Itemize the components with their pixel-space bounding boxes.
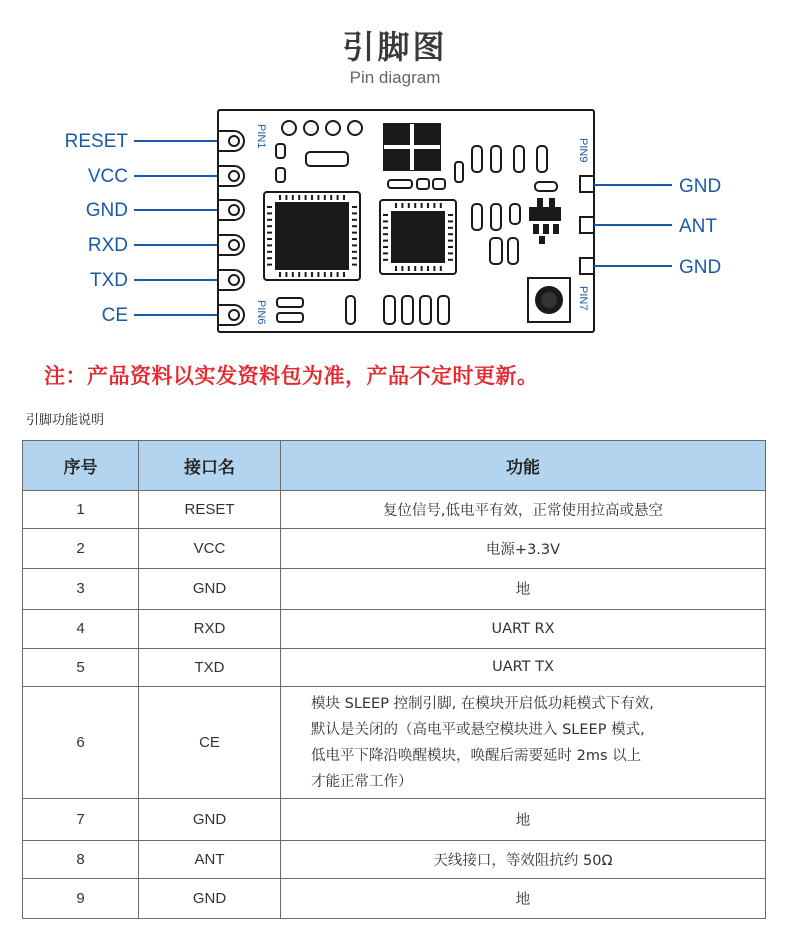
- pin-label-gnd-right-bottom: GND: [679, 257, 722, 278]
- cell-name: VCC: [139, 529, 281, 569]
- cell-no: 2: [23, 529, 139, 569]
- pin-function-table: [22, 440, 766, 919]
- table-row: [23, 609, 766, 648]
- cell-no: 3: [23, 569, 139, 609]
- cell-no: 6: [23, 686, 139, 799]
- cell-function: [281, 491, 766, 529]
- left-pin-labels: [65, 131, 129, 326]
- right-pin-labels: [679, 176, 721, 278]
- cell-function: [281, 648, 766, 686]
- cell-name: RESET: [139, 491, 281, 529]
- cell-name: GND: [139, 878, 281, 918]
- table-row: [23, 569, 766, 609]
- notice-text: 注：产品资料以实发资料包为准，产品不定时更新。: [44, 364, 539, 388]
- header-name: 接口名: [139, 441, 281, 491]
- function-line: 低电平下降沿唤醒模块，唤醒后需要延时 2ms 以上: [311, 747, 642, 764]
- cell-function: [281, 569, 766, 609]
- header-function: 功能: [281, 441, 766, 491]
- page-subtitle: Pin diagram: [349, 68, 441, 87]
- table-row: [23, 648, 766, 686]
- mcu-chip: [264, 192, 360, 280]
- pin-label-ant: ANT: [679, 216, 717, 237]
- table-header-row: [23, 441, 766, 491]
- pin-label-gnd: GND: [85, 200, 128, 221]
- function-line: 电源+3.3V: [485, 542, 561, 559]
- cell-function: [281, 799, 766, 840]
- pin-label-rxd: RXD: [87, 235, 128, 256]
- function-line: 才能正常工作）: [311, 773, 413, 790]
- pin7-marking: PIN7: [577, 286, 589, 311]
- cell-name: RXD: [139, 609, 281, 648]
- pin-label-gnd-right-top: GND: [679, 176, 722, 197]
- cell-function: [281, 686, 766, 799]
- pin-label-vcc: VCC: [87, 166, 128, 187]
- module-board: [218, 110, 594, 332]
- page-title: 引脚图: [342, 28, 448, 66]
- cell-name: CE: [139, 686, 281, 799]
- pin9-marking: PIN9: [577, 138, 589, 163]
- right-pin-lines: [594, 185, 672, 266]
- cell-no: 4: [23, 609, 139, 648]
- pin-label-ce: CE: [101, 305, 128, 326]
- cell-no: 5: [23, 648, 139, 686]
- function-line: UART TX: [492, 659, 554, 676]
- cell-name: GND: [139, 569, 281, 609]
- table-row: [23, 878, 766, 918]
- rf-chip: [380, 200, 456, 274]
- pin-diagram: [0, 100, 790, 345]
- function-line: 地: [515, 582, 531, 599]
- cell-no: 9: [23, 878, 139, 918]
- cell-no: 1: [23, 491, 139, 529]
- left-pin-lines: [134, 141, 219, 315]
- cell-function: [281, 609, 766, 648]
- header-no: 序号: [23, 441, 139, 491]
- function-line: 地: [515, 813, 531, 829]
- cell-function: [281, 878, 766, 918]
- table-row: [23, 686, 766, 799]
- function-line: 地: [515, 891, 531, 908]
- cell-no: 7: [23, 799, 139, 840]
- cell-function: [281, 529, 766, 569]
- cell-no: 8: [23, 840, 139, 878]
- cell-name: ANT: [139, 840, 281, 878]
- pin-label-reset: RESET: [64, 131, 128, 152]
- table-row: [23, 529, 766, 569]
- function-line: 天线接口，等效阻抗约 50Ω: [433, 852, 613, 869]
- section-heading: 引脚功能说明: [26, 413, 105, 428]
- function-line: 复位信号,低电平有效，正常使用拉高或悬空: [382, 503, 664, 520]
- pin1-marking: PIN1: [255, 124, 267, 149]
- cell-function: [281, 840, 766, 878]
- table-body: [23, 491, 766, 919]
- function-line: 模块 SLEEP 控制引脚, 在模块开启低功耗模式下有效,: [311, 695, 654, 712]
- function-line: 默认是关闭的（高电平或悬空模块进入 SLEEP 模式,: [311, 721, 645, 738]
- cell-name: TXD: [139, 648, 281, 686]
- function-line: UART RX: [491, 620, 555, 637]
- pin6-marking: PIN6: [255, 300, 267, 325]
- cell-name: GND: [139, 799, 281, 840]
- table-row: [23, 799, 766, 840]
- table-row: [23, 840, 766, 878]
- pin-label-txd: TXD: [90, 270, 128, 291]
- table-row: [23, 491, 766, 529]
